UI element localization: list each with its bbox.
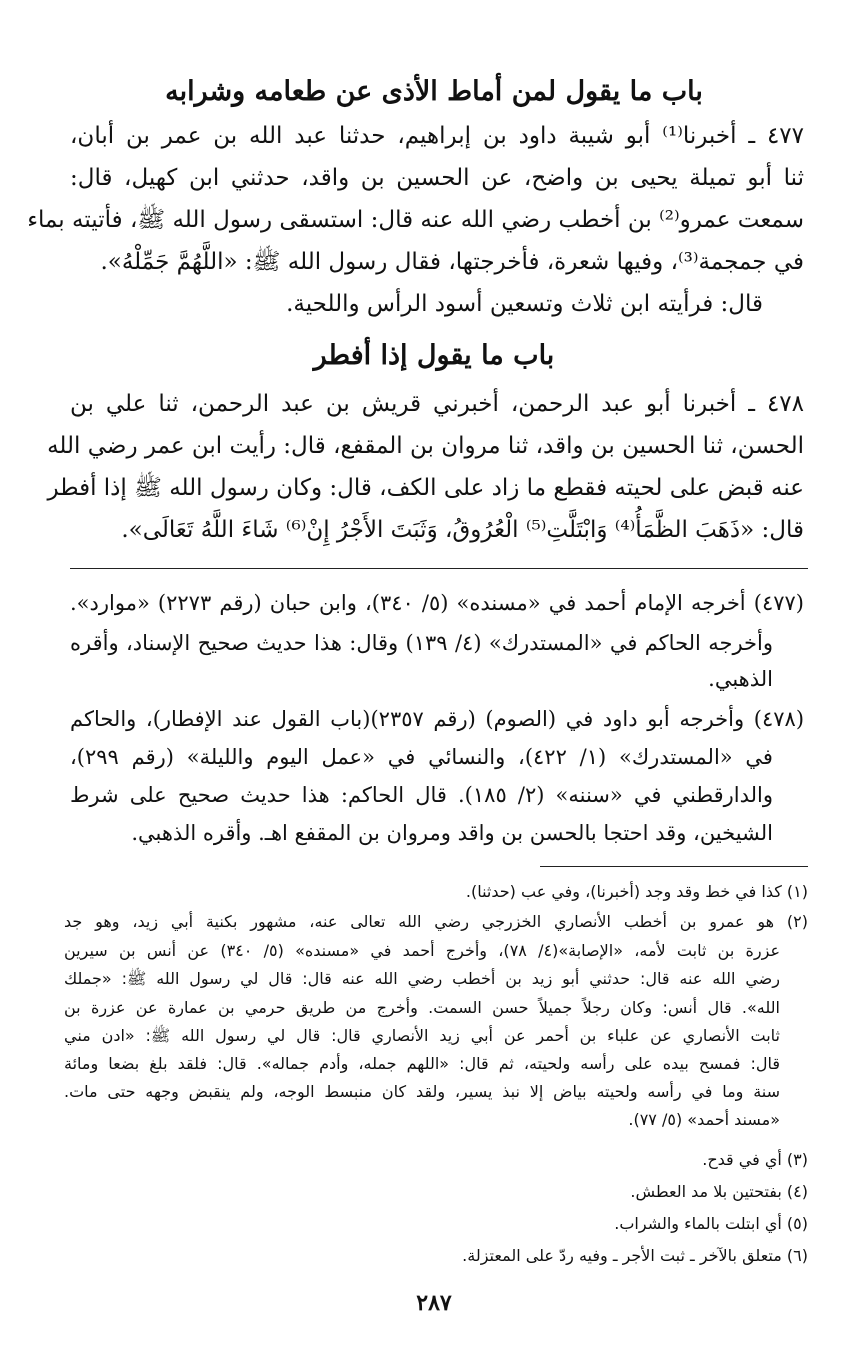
footnote-line: (٦) متعلق بالآخر ـ ثبت الأجر ـ وفيه ردّ على المعتزلة. bbox=[462, 1246, 808, 1265]
text-line: في جمجمة⁽³⁾، وفيها شعرة، فأخرجتها، فقال رسول الله ﷺ: «اللَّهُمَّ جَمِّلْهُ». bbox=[100, 249, 804, 275]
takhrij-line: (٤٧٧) أخرجه الإمام أحمد في «مسنده» (٥/ ٣٤٠)، وابن حبان (رقم ٢٢٧٣) «موارد». bbox=[70, 591, 804, 615]
takhrij-line: وأخرجه الحاكم في «المستدرك» (٤/ ١٣٩) وقال: هذا حديث صحيح الإسناد، وأقره bbox=[70, 631, 773, 655]
footnote-line: (٢) هو عمرو بن أخطب الأنصاري الخزرجي رضي الله تعالى عنه، مشهور بكنية أبي زيد، وهو جد bbox=[64, 912, 808, 931]
chapter-heading-2: باب ما يقول إذا أفطر bbox=[313, 340, 555, 371]
footnote-line: «مسند أحمد» (٥/ ٧٧). bbox=[628, 1110, 780, 1129]
takhrij-line: (٤٧٨) وأخرجه أبو داود في (الصوم) (رقم ٢٣٥٧)(باب القول عند الإفطار)، والحاكم bbox=[70, 707, 805, 731]
takhrij-line: الشيخين، وقد احتجا بالحسن بن واقد ومروان بن المقفع اهـ. وأقره الذهبي. bbox=[131, 821, 773, 845]
text-line: قال: «ذَهَبَ الظَّمَأُ⁽⁴⁾ وَابْتَلَّتِ⁽⁵⁾ الْعُرُوقُ، وَثَبَتَ الأَجْرُ إِنْ⁽⁶⁾ شَاءَ اللَّهُ تَعَالَى». bbox=[121, 517, 804, 543]
chapter-heading-1: باب ما يقول لمن أماط الأذى عن طعامه وشرابه bbox=[165, 76, 703, 107]
footnote-rule bbox=[540, 866, 808, 867]
text-line: قال: فرأيته ابن ثلاث وتسعين أسود الرأس واللحية. bbox=[286, 291, 763, 317]
footnote-line: عزرة بن ثابت لأمه، «الإصابة»(٤/ ٧٨)، وأخرج أحمد في «مسنده» (٥/ ٣٤٠) عن أنس بن سيرين bbox=[64, 941, 781, 960]
footnote-line: قال: فمسح بيده على رأسه ولحيته، ثم قال: «اللهم جمله، وأدم جماله». قال: فلقد بلغ بضعا ومائة bbox=[64, 1054, 780, 1073]
text-line: سمعت عمرو⁽²⁾ بن أخطب رضي الله عنه قال: استسقى رسول الله ﷺ، فأتيته بماء bbox=[27, 207, 804, 233]
text-line: ٤٧٧ ـ أخبرنا⁽¹⁾ أبو شيبة داود بن إبراهيم، حدثنا عبد الله بن عمر بن أبان، bbox=[70, 123, 804, 149]
footnote-line: ثابت الأنصاري عن علباء بن أحمر عن أبي زيد الأنصاري قال: قال لي رسول الله ﷺ: «ادن مني bbox=[64, 1026, 780, 1045]
footnote-line: الله». قال أنس: وكان رجلاً جميلاً حسن السمت. وأخرج من طريق حرمي بن عمارة عن عزرة بن bbox=[64, 998, 780, 1017]
text-line: عنه قبض على لحيته فقطع ما زاد على الكف، قال: وكان رسول الله ﷺ إذا أفطر bbox=[47, 475, 804, 501]
text-line: ثنا أبو تميلة يحيى بن واضح، عن الحسين بن واقد، حدثني ابن كهيل، قال: bbox=[70, 165, 804, 191]
takhrij-line: والدارقطني في «سننه» (٢/ ١٨٥). قال الحاكم: هذا حديث صحيح على شرط bbox=[70, 783, 774, 807]
takhrij-line: في «المستدرك» (١/ ٤٢٢)، والنسائي في «عمل اليوم والليلة» (رقم ٢٩٩)، bbox=[70, 745, 773, 769]
text-line: الحسن، ثنا الحسين بن واقد، ثنا مروان بن المقفع، قال: رأيت ابن عمر رضي الله bbox=[47, 433, 804, 459]
footnote-line: (٣) أي في قدح. bbox=[702, 1150, 808, 1169]
footnote-line: (٥) أي ابتلت بالماء والشراب. bbox=[614, 1214, 808, 1233]
footnote-line: (١) كذا في خط وقد وجد (أخبرنا)، وفي عب (حدثنا). bbox=[465, 882, 808, 901]
footnote-line: رضي الله عنه قال: حدثني أبو زيد بن أخطب رضي الله عنه قال: قال لي رسول الله ﷺ: «جملك bbox=[64, 969, 780, 988]
takhrij-line: الذهبي. bbox=[708, 667, 773, 691]
footnote-line: (٤) بفتحتين بلا مد العطش. bbox=[630, 1182, 808, 1201]
page-number: ٢٨٧ bbox=[416, 1290, 452, 1316]
footnote-line: سنة وما في رأسه ولحيته بياض إلا نبذ يسير، ولقد كان منبسط الوجه، ولم ينقبض وجهه حتى مات. bbox=[64, 1082, 780, 1101]
separator-rule bbox=[70, 568, 808, 569]
text-line: ٤٧٨ ـ أخبرنا أبو عبد الرحمن، أخبرني قريش بن عبد الرحمن، ثنا علي بن bbox=[70, 391, 804, 417]
